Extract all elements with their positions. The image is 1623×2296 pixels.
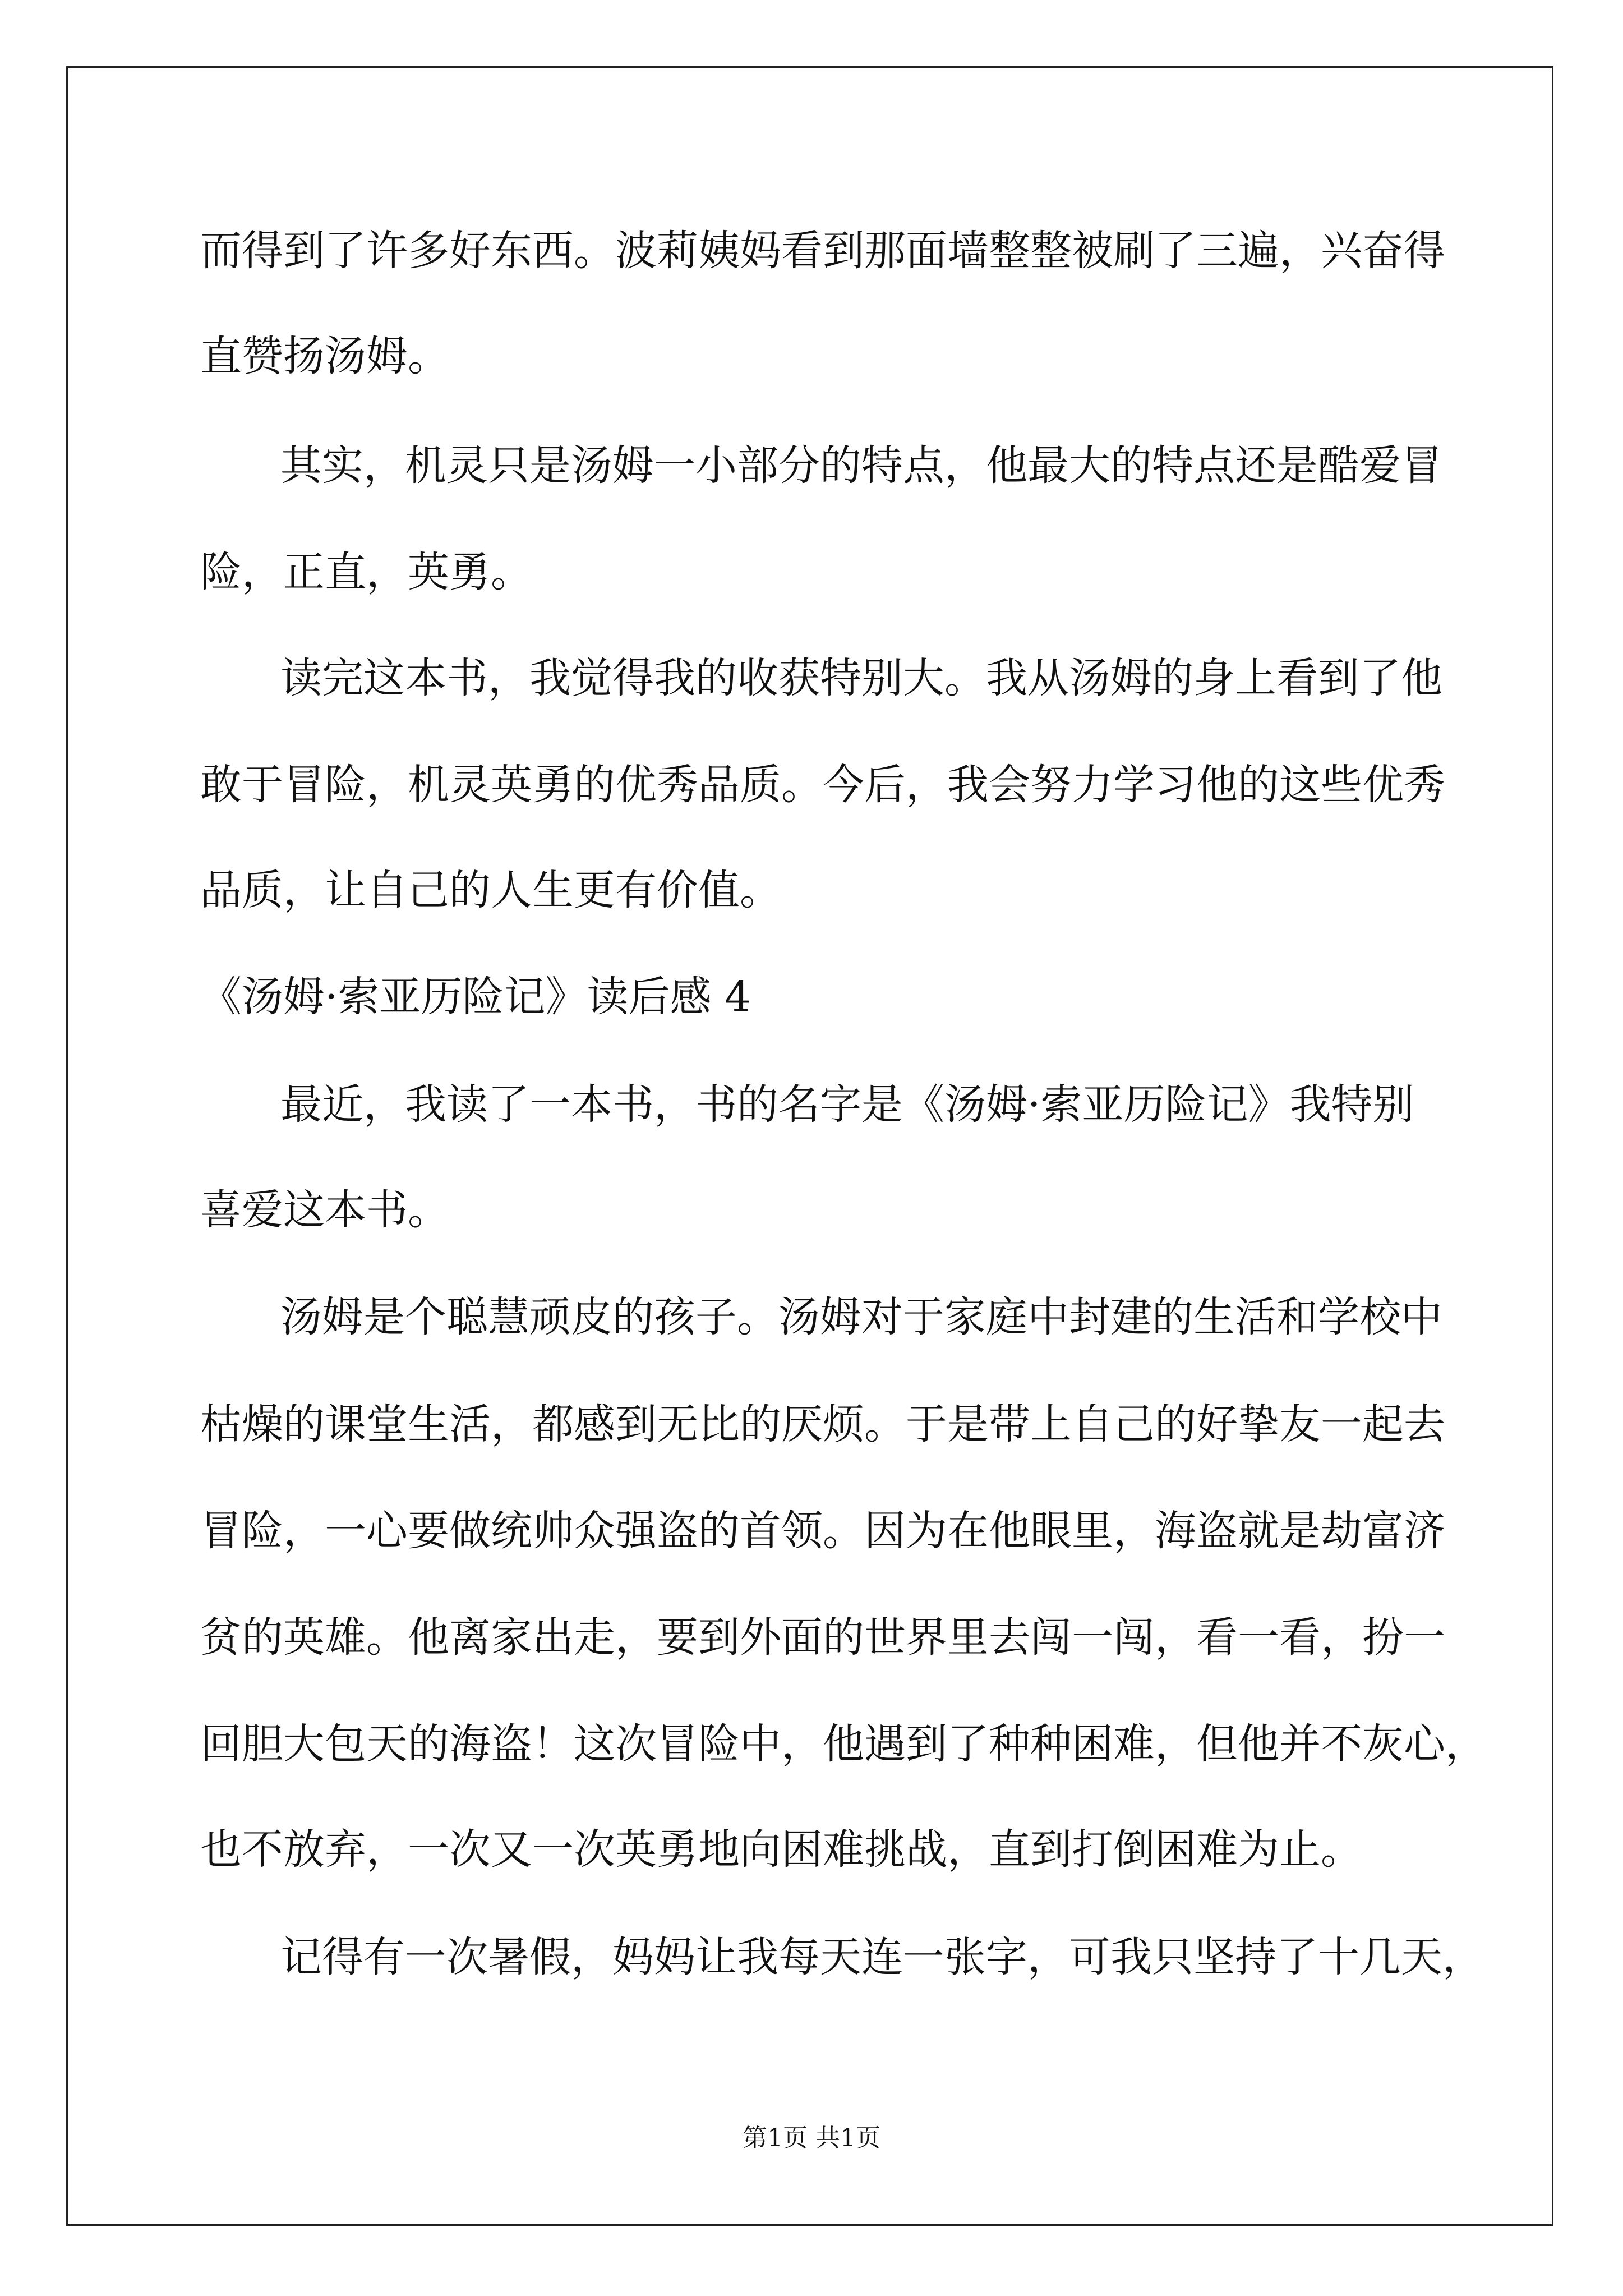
text-line-1: 而得到了许多好东西。波莉姨妈看到那面墙整整被刷了三遍，兴奋得 [200,227,1445,275]
text-line-2: 直赞扬汤姆。 [200,332,449,380]
page-number: 第1页 共1页 [743,2124,880,2152]
text-line-7: 品质，让自己的人生更有价值。 [200,866,781,914]
text-line-3: 其实，机灵只是汤姆一小部分的特点，他最大的特点还是酷爱冒 [280,441,1442,490]
text-line-4: 险，正直，英勇。 [200,548,532,596]
text-line-12: 枯燥的课堂生活，都感到无比的厌烦。于是带上自己的好挚友一起去 [200,1400,1445,1448]
text-line-6: 敢于冒险，机灵英勇的优秀品质。今后，我会努力学习他的这些优秀 [200,761,1445,809]
text-line-13: 冒险，一心要做统帅众强盗的首领。因为在他眼里，海盗就是劫富济 [200,1507,1445,1555]
section-heading: 《汤姆·索亚历险记》读后感 4 [200,973,751,1021]
text-line-11: 汤姆是个聪慧顽皮的孩子。汤姆对于家庭中封建的生活和学校中 [280,1293,1442,1341]
text-line-17: 记得有一次暑假，妈妈让我每天连一张字，可我只坚持了十几天， [280,1933,1484,1981]
page-border [66,66,1553,2226]
text-line-10: 喜爱这本书。 [200,1186,449,1234]
text-line-9: 最近，我读了一本书，书的名字是《汤姆·索亚历险记》我特别 [280,1080,1414,1129]
text-line-14: 贫的英雄。他离家出走，要到外面的世界里去闯一闯，看一看，扮一 [200,1613,1445,1662]
text-line-5: 读完这本书，我觉得我的收获特别大。我从汤姆的身上看到了他 [280,654,1442,702]
text-line-16: 也不放弃，一次又一次英勇地向困难挑战，直到打倒困难为止。 [200,1825,1362,1874]
text-line-15: 回胆大包天的海盗！这次冒险中，他遇到了种种困难，但他并不灰心， [200,1720,1487,1768]
